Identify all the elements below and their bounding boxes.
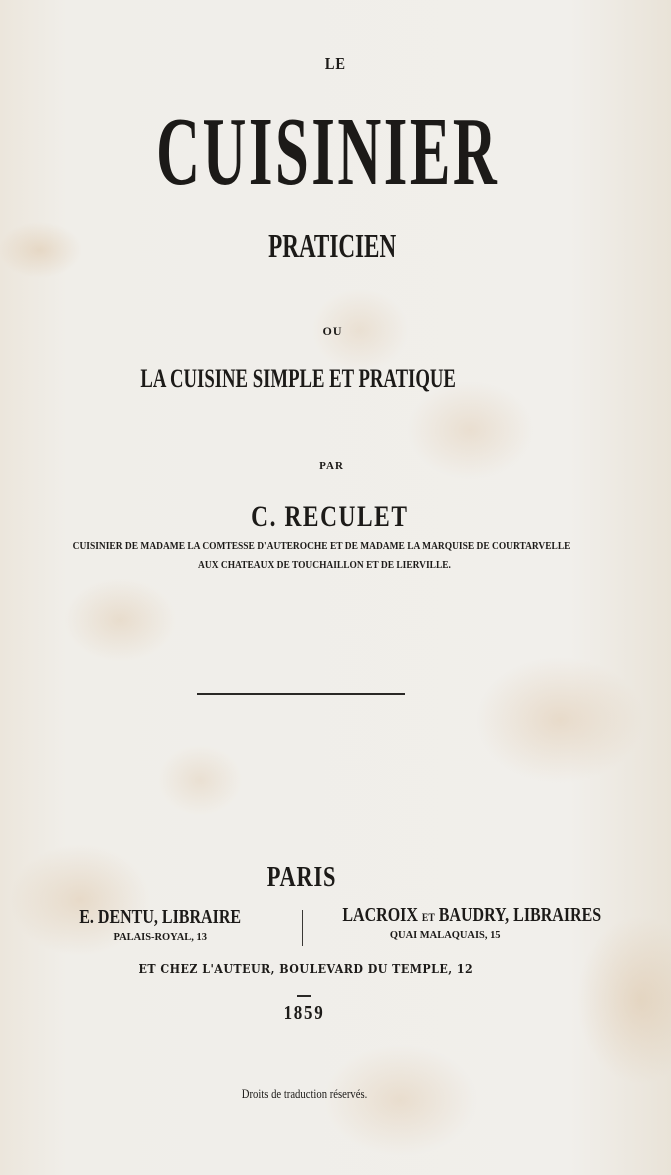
by-label: PAR: [319, 460, 344, 472]
publisher-divider: [302, 910, 303, 946]
year-dash: [297, 995, 311, 997]
imprint-city: PARIS: [266, 862, 337, 893]
publisher-name-part1: LACROIX: [342, 904, 418, 926]
publisher-name-connector: ET: [421, 910, 435, 924]
main-title-line2: PRATICIEN: [268, 228, 397, 265]
publisher-address: PALAIS-ROYAL, 13: [113, 931, 207, 943]
publication-year: 1859: [283, 1002, 324, 1024]
author-credentials-line2: AUX CHATEAUX DE TOUCHAILLON ET DE LIERVILLE.: [198, 560, 451, 571]
publisher-name: E. DENTU, LIBRAIRE: [79, 906, 241, 928]
publisher-address: QUAI MALAQUAIS, 15: [389, 929, 501, 941]
publisher-name-part2: BAUDRY, LIBRAIRES: [438, 904, 602, 926]
author-address: ET CHEZ L'AUTEUR, BOULEVARD DU TEMPLE, 12: [138, 962, 473, 976]
horizontal-rule: [197, 693, 405, 695]
title-conjunction: OU: [322, 324, 343, 338]
publisher-lacroix-baudry: [310, 904, 602, 941]
title-article: LE: [325, 54, 346, 73]
publisher-dentu: [55, 906, 265, 943]
main-title: CUISINIER: [155, 98, 500, 206]
subtitle: LA CUISINE SIMPLE ET PRATIQUE: [140, 364, 457, 393]
rights-notice: Droits de traduction réservés.: [241, 1086, 368, 1101]
author-credentials-line1: CUISINIER DE MADAME LA COMTESSE D'AUTEROCHE ET DE MADAME LA MARQUISE DE COURTARVELLE: [72, 541, 571, 552]
author-name: C. RECULET: [250, 500, 409, 533]
